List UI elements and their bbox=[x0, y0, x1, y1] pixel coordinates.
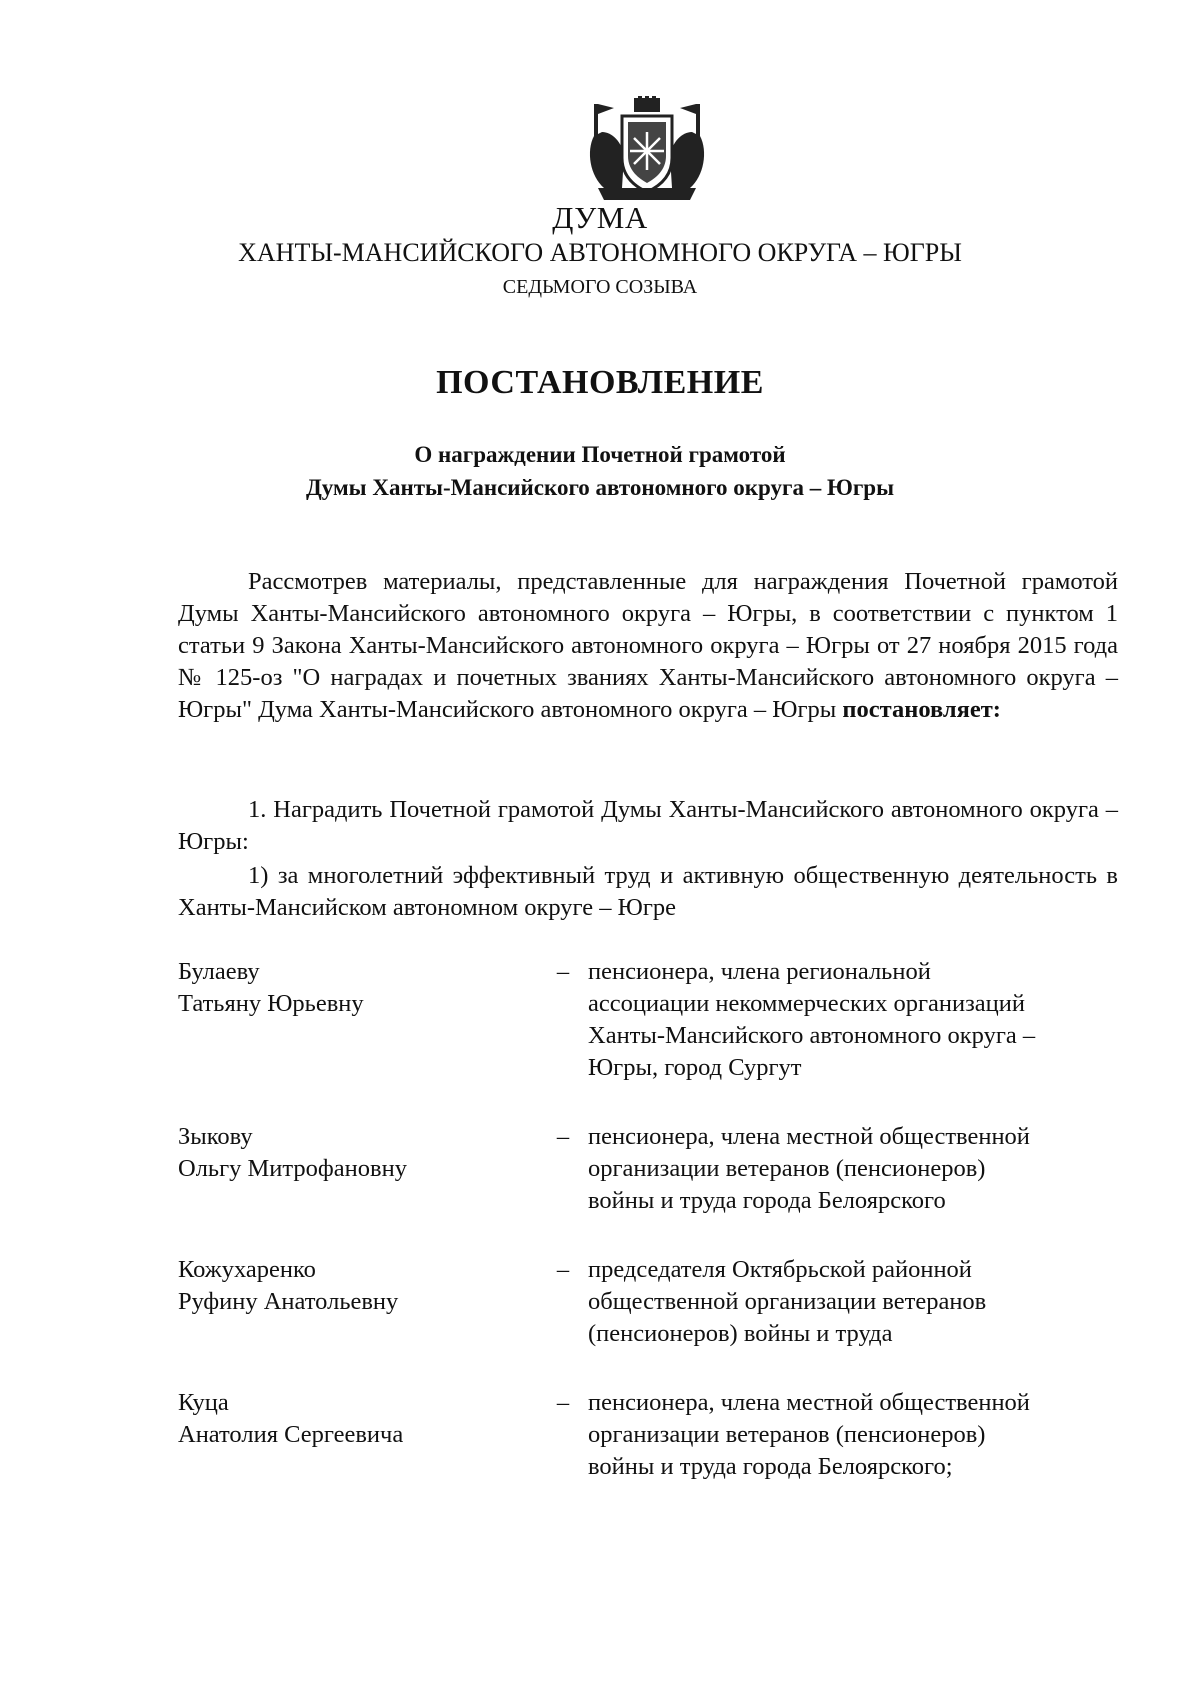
awardee-surname: Зыкову bbox=[178, 1123, 253, 1150]
description-line: Югры, город Сургут bbox=[588, 1054, 802, 1081]
awardee-name bbox=[178, 1254, 528, 1318]
awardee-entry bbox=[178, 1387, 1118, 1483]
awardee-surname: Куца bbox=[178, 1389, 229, 1416]
separator-dash: – bbox=[556, 1123, 570, 1150]
description-line: председателя Октябрьской районной bbox=[588, 1256, 972, 1283]
awardee-name bbox=[178, 1121, 528, 1185]
awardee-surname: Булаеву bbox=[178, 958, 260, 985]
description-line: войны и труда города Белоярского; bbox=[588, 1453, 953, 1480]
separator-dash: – bbox=[556, 1256, 570, 1283]
description-line: пенсионера, члена местной общественной bbox=[588, 1389, 1030, 1416]
awardee-given-name: Ольгу Митрофановну bbox=[178, 1155, 407, 1182]
awardee-description bbox=[588, 1254, 1118, 1350]
awardee-entry bbox=[178, 1121, 1118, 1217]
awardee-name bbox=[178, 956, 528, 1020]
document-type: ПОСТАНОВЛЕНИЕ bbox=[436, 364, 764, 401]
coat-of-arms-icon bbox=[584, 96, 710, 204]
region-title: ХАНТЫ-МАНСИЙСКОГО АВТОНОМНОГО ОКРУГА – ЮГРЫ bbox=[238, 238, 962, 267]
description-line: общественной организации ветеранов bbox=[588, 1288, 987, 1315]
awardee-given-name: Анатолия Сергеевича bbox=[178, 1421, 404, 1448]
awardee-given-name: Руфину Анатольевну bbox=[178, 1288, 399, 1315]
preamble-text: Рассмотрев материалы, представленные для награждения Почетной грамотой Думы Ханты-Мансийского автономного округа – Югры, в соответствии с пунктом 1 статьи 9 Закона Ханты-Мансийского автономного округа – Югры от 27 ноября 2015 года № 125-оз "О наградах и почетных званиях Ханты-Мансийского автономного округа – Югры" Дума Ханты-Мансийского автономного округа – Югры bbox=[178, 568, 1118, 723]
separator-dash: – bbox=[556, 1389, 570, 1416]
awardees-list bbox=[178, 956, 1118, 1483]
subitem-1-paragraph: 1) за многолетний эффективный труд и активную общественную деятельность в Ханты-Мансийском автономном округе – Югре bbox=[178, 862, 1118, 921]
description-line: ассоциации некоммерческих организаций bbox=[588, 990, 1025, 1017]
organization-title: ДУМА bbox=[552, 200, 648, 235]
description-line: организации ветеранов (пенсионеров) bbox=[588, 1155, 986, 1182]
awardee-given-name: Татьяну Юрьевну bbox=[178, 990, 364, 1017]
convocation-title: СЕДЬМОГО СОЗЫВА bbox=[502, 276, 698, 298]
awardee-entry bbox=[178, 1254, 1118, 1350]
document-subject-line-1: О награждении Почетной грамотой bbox=[414, 442, 786, 467]
separator-dash: – bbox=[556, 958, 570, 985]
awardee-description bbox=[588, 956, 1118, 1084]
preamble-paragraph bbox=[178, 566, 1118, 726]
document-subject-line-2: Думы Ханты-Мансийского автономного округа – Югры bbox=[305, 475, 895, 500]
item-1-paragraph: 1. Наградить Почетной грамотой Думы Ханты-Мансийского автономного округа – Югры: bbox=[178, 796, 1118, 855]
awardee-description bbox=[588, 1387, 1118, 1483]
description-line: пенсионера, члена местной общественной bbox=[588, 1123, 1030, 1150]
awardee-description bbox=[588, 1121, 1118, 1217]
description-line: Ханты-Мансийского автономного округа – bbox=[588, 1022, 1036, 1049]
awardee-entry bbox=[178, 956, 1118, 1084]
description-line: (пенсионеров) войны и труда bbox=[588, 1320, 893, 1347]
awardee-surname: Кожухаренко bbox=[178, 1256, 316, 1283]
description-line: войны и труда города Белоярского bbox=[588, 1187, 946, 1214]
decision-word: постановляет: bbox=[842, 696, 1001, 723]
awardee-name bbox=[178, 1387, 528, 1451]
description-line: организации ветеранов (пенсионеров) bbox=[588, 1421, 986, 1448]
description-line: пенсионера, члена региональной bbox=[588, 958, 931, 985]
